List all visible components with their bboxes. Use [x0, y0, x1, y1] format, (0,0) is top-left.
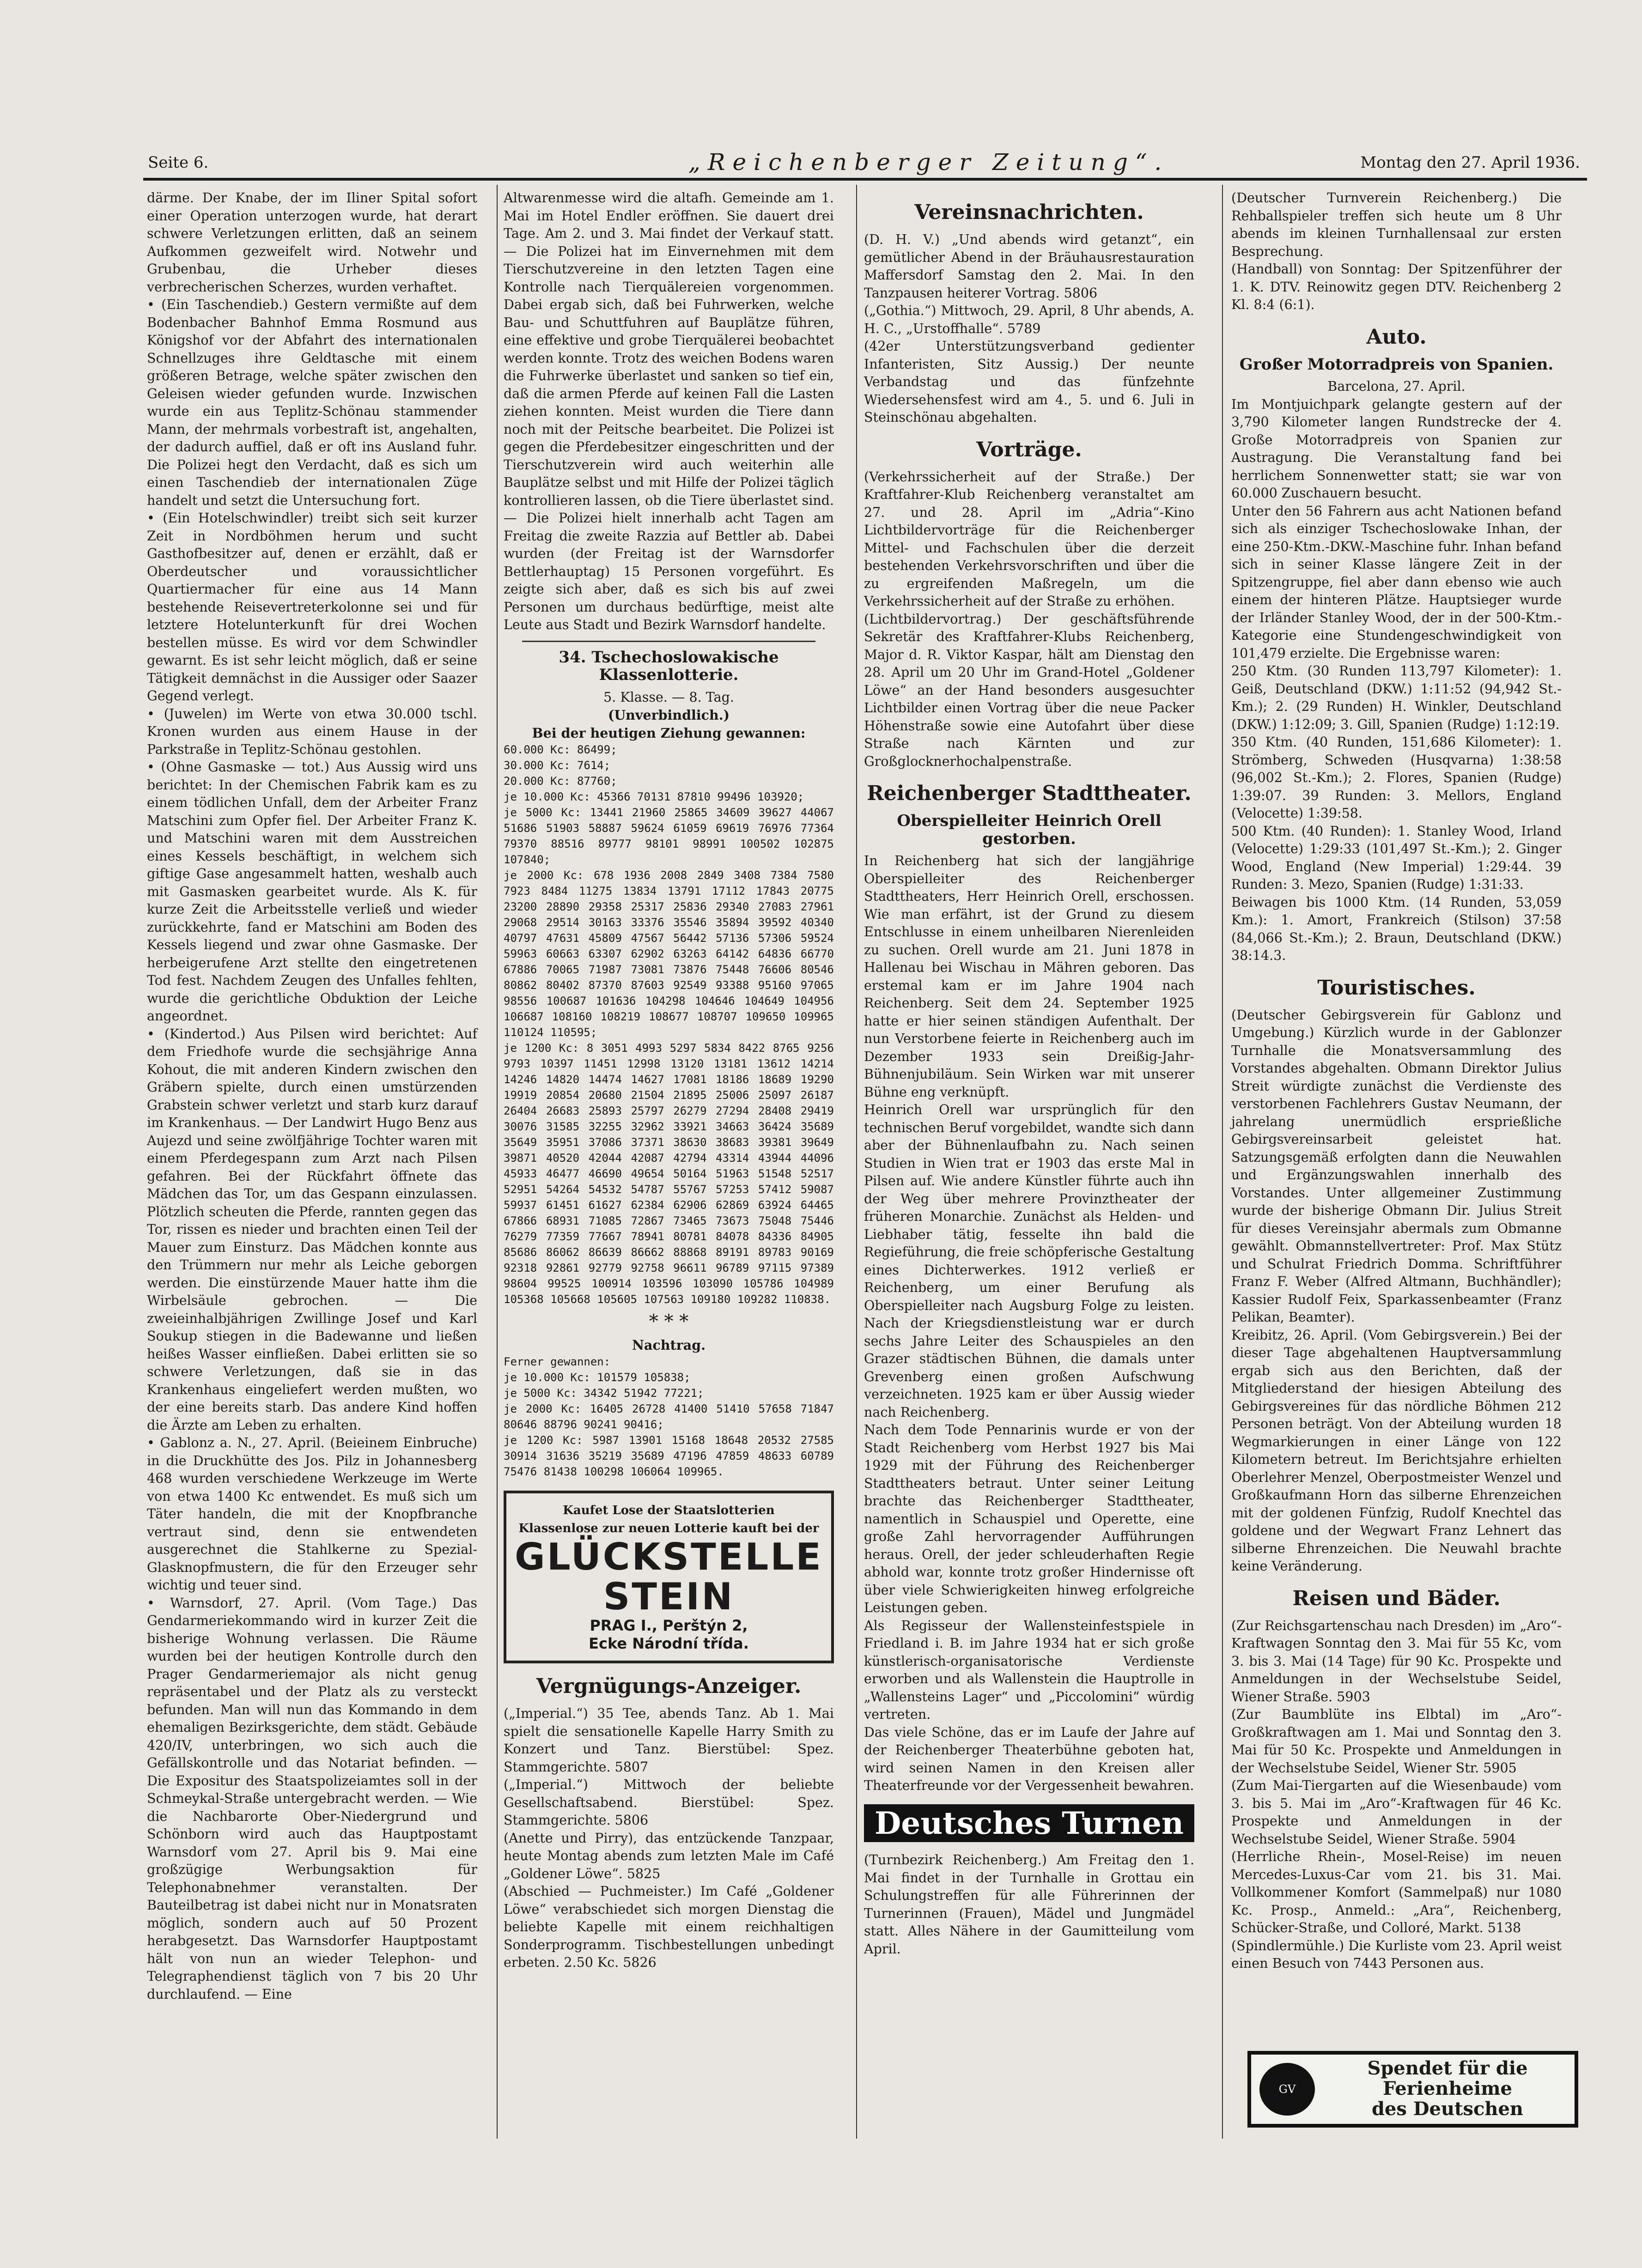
page-header	[148, 149, 1580, 181]
article-paragraph: (42er Unterstützungsverband gedienter Infanteristen, Sitz Aussig.) Der neunte Verbandstag und das fünfzehnte Wiedersehensfest wird am 4., 5. und 6. Juli in Steinschönau abgehalten.	[864, 339, 1194, 425]
ad-text	[1325, 2058, 1570, 2119]
lottery-line: je 10.000 Kc: 45366 70131 87810 99496 103920;	[504, 790, 804, 803]
column-3	[864, 189, 1194, 1958]
section-title: Vorträge.	[976, 437, 1082, 461]
article-paragraph: • (Ohne Gasmaske — tot.) Aus Aussig wird uns berichtet: In der Chemischen Fabrik kam es zu einem tödlichen Unfall, dem der Arbeiter Franz Matschini zum Opfer fiel. Der Arbeiter Franz K. und Matschini waren mit dem Ausstreichen eines Kessels beschäftigt, in welchem sich giftige Gase angesammelt hatten, weshalb auch mit Gasmasken gearbeitet wurde. Als K. für kurze Zeit die Arbeitsstelle verließ und wieder zurückkehrte, fand er Matschini am Boden des Kessels liegend und zwar ohne Gasmaske. Der herbeigerufene Arzt stellte den eingetretenen Tod fest. Nachdem Zeugen des Unfalles fehlten, wurde die gerichtliche Obduktion der Leiche angeordnet.	[147, 759, 477, 1024]
section-title: Vereinsnachrichten.	[914, 200, 1144, 224]
nachtrag-title: Nachtrag.	[632, 1337, 706, 1353]
article-paragraph: • (Kindertod.) Aus Pilsen wird berichtet: Auf dem Friedhofe wurde die sechsjährige Anna Kohout, die mit anderen Kindern zwischen den Gräbern spielte, durch einen umstürzenden Grabstein schwer verletzt und starb kurz darauf im Krankenhaus. — Der Landwirt Hugo Benz aus Aujezd und seine zwölfjährige Tochter waren mit einem Pferdegespann zum Arzt nach Pilsen gefahren. Bei der Rückfahrt öffnete das Mädchen das Tor, um das Gespann einzulassen. Plötzlich scheuten die Pferde, rannten gegen das Tor, rissen es nieder und brachten einen Teil der Mauer zum Einsturz. Das Mädchen konnte aus den Trümmern nur mehr als Leiche geborgen werden. Die einstürzende Mauer hatte ihm die Wirbelsäule gebrochen. — Die zweieinhalbjährigen Zwillinge Josef und Karl Soukup stiegen in die Badewanne und ließen heißes Wasser einfließen. Dabei erlitten sie so schwere Verletzungen, daß sie in das Krankenhaus eingeliefert werden mußten, wo der eine bereits starb. Das andere Kind hoffen die Ärzte am Leben zu erhalten.	[147, 1026, 477, 1433]
ad-line: Spendet für die	[1367, 2057, 1528, 2079]
article-headline: Großer Motorradpreis von Spanien.	[1239, 355, 1554, 374]
article-paragraph: (Lichtbildervortrag.) Der geschäftsführende Sekretär des Kraftfahrer-Klubs Reichenberg, Major d. R. Viktor Kaspar, hält am Dienstag den 28. April um 20 Uhr im Grand-Hotel „Goldener Löwe“ an der Hand besonders ausgesuchter Lichtbilder einen Vortrag über die neue Packer Höhenstraße sowie eine Autofahrt über diese Straße nach Kärnten und zur Großglocknerhochalpenstraße.	[864, 611, 1194, 769]
ferienheime-ad	[1247, 2051, 1578, 2128]
section-title: Touristisches.	[1317, 976, 1476, 1000]
column-divider	[856, 185, 857, 2139]
article-paragraph: (Turnbezirk Reichenberg.) Am Freitag den 1. Mai findet in der Turnhalle in Grottau ein Schulungstreffen für alle Führerinnen der Turnerinnen (Frauen), Mädel und Jungmädel statt. Alles Nähere in der Gaumitteilung vom April.	[864, 1852, 1194, 1957]
ad-address: PRAG I., Perštýn 2,	[590, 1617, 748, 1634]
article-paragraph: („Imperial.“) 35 Tee, abends Tanz. Ab 1. Mai spielt die sensationelle Kapelle Harry Smith zu Konzert und Tanz. Bierstübel: Spez. Stammgerichte. 5807	[504, 1706, 834, 1775]
article-paragraph: (Zur Baumblüte ins Elbtal) im „Aro“-Großkraftwagen am 1. Mai und Sonntag den 3. Mai für 50 Kc. Prospekte und Anmeldungen in der Wechselstube Seidel, Wiener Str. 5905	[1231, 1707, 1562, 1776]
nachtrag-results	[504, 1354, 834, 1480]
section-title: Reichenberger Stadttheater.	[867, 782, 1192, 805]
article-paragraph: (Anette und Pirry), das entzückende Tanzpaar, heute Montag abends zum letzten Male im Café „Goldener Löwe“. 5825	[504, 1830, 834, 1881]
article-paragraph: („Gothia.“) Mittwoch, 29. April, 8 Uhr abends, A. H. C., „Urstoffhalle“. 5789	[864, 303, 1194, 336]
ad-line: Kaufet Lose der Staatslotterien	[563, 1504, 775, 1517]
ad-line: Klassenlose zur neuen Lotterie kauft bei der	[518, 1521, 819, 1535]
article-paragraph: (Verkehrssicherheit auf der Straße.) Der Kraftfahrer-Klub Reichenberg veranstaltet am 27. und 28. April im „Adria“-Kino Lichtbildervorträge für die Reichenberger Mittel- und Fachschulen über die derzeit bestehenden Verkehrsvorschriften und über die zu ergreifenden Maßregeln, um die Verkehrssicherheit auf der Straße zu erhöhen.	[864, 469, 1194, 609]
article-paragraph: Im Montjuichpark gelangte gestern auf der 3,790 Kilometer langen Rundstrecke der 4. Große Motorradpreis von Spanien zur Austragung. Die Veranstaltung fand bei herrlichem Sonnenwetter statt; sie war von 60.000 Zuschauern besucht.	[1231, 396, 1562, 501]
lottery-line: je 5000 Kc: 13441 21960 25865 34609 39627 44067 51686 51903 58887 59624 61059 69619 76976 77364 79370 88516 89777 98101 98991 100502 102875 107840;	[504, 806, 834, 866]
article-paragraph: 350 Ktm. (40 Runden, 151,686 Kilometer): 1. Strömberg, Schweden (Husqvarna) 1:38:58 (96,002 St.-Km.); 2. Flores, Spanien (Rudge) 1:39:07. 39 Runden: 3. Mellors, England (Velocette) 1:39:58.	[1231, 734, 1562, 821]
article-paragraph: • (Ein Hotelschwindler) treibt sich seit kurzer Zeit in Nordböhmen herum und sucht Gasthofbesitzer auf, denen er erzählt, daß er Oberdeutscher und voraussichtlicher Quartiermacher für eine aus 14 Mann bestehende Reisevertreterkolonne sei und für letztere Hotelunterkunft für drei Wochen bestellen müsse. Es wird vor dem Schwindler gewarnt. Es ist sehr leicht möglich, daß er seine Tätigkeit demnächst in die Aussiger oder Saazer Gegend verlegt.	[147, 510, 477, 703]
page-number: Seite 6.	[148, 153, 209, 172]
article-paragraph: In Reichenberg hat sich der langjährige Oberspielleiter des Reichenberger Stadttheaters, Herr Heinrich Orell, erschossen. Wie man erfährt, ist der Grund zu diesem Entschlusse in einem unheilbaren Nierenleiden zu suchen. Orell wurde am 21. Juni 1878 in Hallenau bei Wischau in Mähren geboren. Das erstemal kam er im Jahre 1904 nach Reichenberg. Seit dem 24. September 1925 hatte er hier seinen ständigen Aufenthalt. Der nun Verstorbene feierte in Reichenberg auch im Dezember 1933 sein Dreißig-Jahr-Bühnenjubiläum. Sein Wirken war mit unserer Bühne eng verknüpft.	[864, 853, 1194, 1100]
gebirgsverein-logo-icon: GV	[1259, 2063, 1315, 2116]
column-1	[147, 189, 477, 2003]
lottery-line: 30.000 Kc: 7614;	[504, 759, 611, 772]
column-2	[504, 189, 834, 1972]
column-divider	[1222, 185, 1223, 2139]
section-title: Reisen und Bäder.	[1292, 1586, 1501, 1610]
article-paragraph: Altwarenmesse wird die altafh. Gemeinde am 1. Mai im Hotel Endler eröffnen. Sie dauert drei Tage. Am 2. und 3. Mai findet der Verkauf statt. — Die Polizei hat im Einvernehmen mit dem Tierschutzvereine in den letzten Tagen eine Kontrolle nach Tierquälereien vorgenommen. Dabei ergab sich, daß bei Fuhrwerken, welche Bau- und Schuttfuhren auf Bauplätze führen, eine effektive und grobe Tierquälerei beobachtet werden konnte. Trotz des weichen Bodens waren die Fuhrwerke überlastet und sanken so tief ein, daß die armen Pferde auf keinen Fall die Lasten ziehen konnten. Meist wurden die Tiere dann noch mit der Peitsche bearbeitet. Die Polizei ist gegen die Pferdebesitzer eingeschritten und der Tierschutzverein wird auch weiterhin alle Bauplätze selbst und mit Hilfe der Polizei täglich kontrollieren lassen, ob die Tiere überlastet sind. — Die Polizei hielt innerhalb acht Tagen am Freitag die zweite Razzia auf Bettler ab. Dabei wurden (der Freitag ist der Warnsdorfer Bettlerhauptag) 15 Personen vorgeführt. Es zeigte sich aber, daß es sich bis auf zwei Personen um durchaus bedürftige, meist alte Leute aus Stadt und Bezirk Warnsdorf handelte.	[504, 190, 834, 632]
separator-stars: * * *	[649, 1311, 689, 1332]
ad-headline: GLÜCKSTELLE	[515, 1535, 823, 1578]
stein-lottery-ad	[504, 1491, 834, 1663]
article-paragraph: (Deutscher Turnverein Reichenberg.) Die Rehballspieler treffen sich heute um 8 Uhr abends im kleinen Turnhallensaal zur ersten Besprechung.	[1231, 190, 1562, 259]
article-paragraph: (Zur Reichsgartenschau nach Dresden) im „Aro“-Kraftwagen Sonntag den 3. Mai für 55 Kc, vom 3. bis 3. Mai (14 Tage) für 90 Kc. Prospekte und Anmeldungen in der Wechselstube Seidel, Wiener Straße. 5903	[1231, 1618, 1562, 1704]
lottery-intro: Bei der heutigen Ziehung gewannen:	[532, 725, 806, 741]
article-paragraph: Kreibitz, 26. April. (Vom Gebirgsverein.) Bei der dieser Tage abgehaltenen Hauptversammlung ergab sich aus den Berichten, daß der Mitgliederstand der hiesigen Abteilung des Gebirgsvereines für das nördliche Böhmen 212 Personen beträgt. Von der Abteilung wurden 18 Wegmarkierungen in einer Länge von 122 Kilometern betreut. Im Berichtsjahre erhielten Oberlehrer Menzel, Oberpostmeister Wenzel und Großkaufmann Horn das silberne Ehrenzeichen mit der goldenen Fünfzig, Rudolf Knechtel das goldene und der Wegwart Franz Lehnert das silberne Ehrenzeichen. Die Neuwahl brachte keine Veränderung.	[1231, 1327, 1562, 1574]
header-rule	[143, 178, 1587, 181]
article-paragraph: Unter den 56 Fahrern aus acht Nationen befand sich als einziger Tschechoslowake Inhan, der eine 250-Ktm.-DKW.-Maschine fuhr. Inhan befand sich in seiner Klasse längere Zeit in der Spitzengruppe, fiel aber dann ebenso wie auch einem der hinteren Plätze. Hauptsieger wurde der Irländer Stanley Wood, der in der 500-Ktm.-Kategorie eine Stundengeschwindigkeit von 101,479 erzielte. Die Ergebnisse waren:	[1231, 503, 1562, 661]
lottery-line: 20.000 Kc: 87760;	[504, 775, 617, 788]
article-paragraph: • Warnsdorf, 27. April. (Vom Tage.) Das Gendarmeriekommando wird in kurzer Zeit die bisherige Wohnung verlassen. Die Räume wurden bei der heutigen Kontrolle durch den Prager Gendarmeriemajor als nicht genug repräsentabel und der Platz als zu versteckt befunden. Man will nun das Kommando in dem ehemaligen Bezirksgerichte, dem städt. Gebäude 420/IV, unterbringen, wo sich auch die Gefällskontrolle und das Notariat befinden. — Die Expositur des Staatspolizeiamtes soll in der Schmeykal-Straße untergebracht werden. — Wie die Nachbarorte Ober-Niedergrund und Schönborn wird auch das Hauptpostamt Warnsdorf vom 27. April bis 9. Mai eine großzügige Werbungsaktion für Telephonabnehmer veranstalten. Der Bauteilbetrag ist dabei nicht nur in Monatsraten möglich, sondern auch auf 50 Prozent herabgesetzt. Das Warnsdorfer Hauptpostamt hält von nun an wieder Telephon- und Telegraphendienst täglich von 7 bis 20 Uhr durchlaufend. — Eine	[147, 1595, 477, 2002]
article-paragraph: (Spindlermühle.) Die Kurliste vom 23. April weist einen Besuch von 7443 Personen aus.	[1231, 1938, 1562, 1971]
article-paragraph: (D. H. V.) „Und abends wird getanzt“, ein gemütlicher Abend in der Bräuhausrestauration Maffersdorf Samstag den 2. Mai. In den Tanzpausen heiterer Vortrag. 5806	[864, 232, 1194, 301]
article-headline: Oberspielleiter Heinrich Orell gestorben.	[897, 812, 1162, 848]
article-paragraph: (Herrliche Rhein-, Mosel-Reise) im neuen Mercedes-Luxus-Car vom 21. bis 31. Mai. Vollkommener Komfort (Sammelpaß) nur 1080 Kc. Prosp., Anmeld.: „Ara“, Reichenberg, Schücker-Straße, und Colloré, Markt. 5138	[1231, 1849, 1562, 1935]
article-paragraph: 500 Ktm. (40 Runden): 1. Stanley Wood, Irland (Velocette) 1:29:33 (101,497 St.-Km.); 2. Ginger Wood, England (New Imperial) 1:29:44. 39 Runden: 3. Mezo, Spanien (Rudge) 1:31:33.	[1231, 823, 1562, 892]
column-4	[1231, 189, 1562, 1973]
ad-address: Ecke Národní třída.	[589, 1634, 749, 1652]
column-divider	[497, 185, 498, 2139]
issue-date: Montag den 27. April 1936.	[1360, 153, 1580, 172]
lottery-line: je 1200 Kc: 8 3051 4993 5297 5834 8422 8765 9256 9793 10397 11451 12998 13120 13181 13612 14214 14246 14820 14474 14627 17081 18186 18689 19290 19919 20854 20680 21504 21895 25006 25097 26187 26404 26683 25893 25797 26279 27294 28408 29419 30076 31585 32255 32962 33921 34663 36424 35689 35649 35951 37086 37371 38630 38683 39381 39649 39871 40520 42044 42087 42794 43314 43944 44096 45933 46477 46690 49654 50164 51963 51548 52517 52951 54264 54532 54787 55767 57253 57412 59087 59937 61451 61627 62384 62906 62869 63924 64465 67866 68931 71085 72867 73465 73673 75048 75446 76279 77359 77667 78941 80781 84078 84336 84905 85686 86062 86639 86662 88868 89191 89783 90169 92318 92861 92779 92758 96611 96789 97115 97389 98604 99525 100914 103596 103090 105786 104989 105368 105668 105605 107563 109180 109282 110838.	[504, 1042, 834, 1306]
lottery-line: je 2000 Kc: 678 1936 2008 2849 3408 7384 7580 7923 8484 11275 13834 13791 17112 17843 20775 23200 28890 29358 25317 25836 29340 27083 27961 29068 29514 30163 33376 35546 35894 39592 40340 40797 47631 45809 47567 56442 57136 57306 59524 59963 60663 63307 62902 63263 64142 64836 66770 67886 70065 71987 73081 73876 75448 76606 80546 80862 80402 87370 87603 92549 93388 95160 97065 98556 100687 101636 104298 104646 104649 104956 106687 108160 108219 108677 108707 109650 109965 110124 110595;	[504, 869, 834, 1039]
article-paragraph: („Imperial.“) Mittwoch der beliebte Gesellschaftsabend. Bierstübel: Spez. Stammgerichte. 5806	[504, 1777, 834, 1828]
lottery-line: Ferner gewannen:	[504, 1355, 611, 1368]
article-paragraph: • Gablonz a. N., 27. April. (Beieinem Einbruche) in die Druckhütte des Jos. Pilz in Johannesberg 468 wurden verschiedene Werkzeuge im Werte von etwa 1400 Kc entwendet. Es muß sich um Täter handeln, die mit der Knopfbranche vertraut sind, denn sie entwendeten ausgerechnet die Stahlkerne zu Spezial-Glasknopfmustern, die für den Erzeuger sehr wichtig und teuer sind.	[147, 1435, 477, 1593]
article-paragraph: • (Ein Taschendieb.) Gestern vermißte auf dem Bodenbacher Bahnhof Emma Rosmund aus Königshof vor der Abfahrt des internationalen Schnellzuges ihre Geldtasche mit einem größeren Betrage, welche später zwischen den Geleisen wieder gefunden wurde. Inzwischen wurde ein aus Teplitz-Schönau stammender Mann, der mehrmals vorbestraft ist, angehalten, der dadurch auffiel, daß er oft ins Ausland fuhr. Die Polizei hegt den Verdacht, daß es sich um einen Taschendieb der internationalen Züge handelt und setzt die Untersuchung fort.	[147, 297, 477, 508]
lottery-line: je 2000 Kc: 16405 26728 41400 51410 57658 71847 80646 88796 90241 90416;	[504, 1402, 834, 1431]
article-paragraph: Das viele Schöne, das er im Laufe der Jahre auf der Reichenberger Theaterbühne geboten hat, wird seinen Namen in den Kreisen aller Theaterfreunde vor der Vergessenheit bewahren.	[864, 1724, 1194, 1793]
lottery-results	[504, 742, 834, 1307]
newspaper-title: „Reichenberger Zeitung“.	[688, 149, 1169, 176]
ad-line: des Deutschen	[1371, 2098, 1524, 2120]
article-paragraph: (Handball) von Sonntag: Der Spitzenführer der 1. K. DTV. Reinowitz gegen DTV. Reichenberg 2 Kl. 8:4 (6:1).	[1231, 261, 1562, 312]
article-paragraph: Heinrich Orell war ursprünglich für den technischen Beruf vorgebildet, wandte sich dann aber der Bühnenlaufbahn zu. Nach seinen Studien in Wien trat er 1903 das erste Mal in Pilsen auf. Wie andere Künstler führte auch ihn der Weg über mehrere Provinztheater der früheren Monarchie. Zunächst als Helden- und Liebhaber tätig, fesselte ihn bald die Regieführung, die freie schöpferische Gestaltung eines Dichterwerkes. 1912 verließ er Reichenberg, um einer Berufung als Oberspielleiter nach Augsburg Folge zu leisten. Nach der Kriegsdienstleistung war er durch sechs Jahre Leiter des Schauspieles an den Grazer städtischen Bühnen, die damals unter Grevenberg einen großen Aufschwung verzeichneten. 1925 kam er über Aussig wieder nach Reichenberg.	[864, 1102, 1194, 1420]
dateline: Barcelona, 27. April.	[1327, 379, 1466, 394]
lottery-note: (Unverbindlich.)	[608, 707, 730, 723]
article-paragraph: Nach dem Tode Pennarinis wurde er von der Stadt Reichenberg vom Herbst 1927 bis Mai 1929 mit der Führung des Reichenberger Stadttheaters betraut. Unter seiner Leitung brachte das Reichenberger Stadttheater, namentlich in Schauspiel und Operette, eine große Zahl hervorragender Aufführungen heraus. Orell, der jeder schleuderhaften Regie abhold war, konnte trotz großer Hindernisse oft über viele Schwierigkeiten hinweg erfolgreiche Leistungen geben.	[864, 1422, 1194, 1615]
article-paragraph: (Zum Mai-Tiergarten auf die Wiesenbaude) vom 3. bis 5. Mai im „Aro“-Kraftwagen für 46 Kc. Prospekte und Anmeldungen in der Wechselstube Seidel, Wiener Straße. 5904	[1231, 1778, 1562, 1847]
article-paragraph: Als Regisseur der Wallensteinfestspiele in Friedland i. B. im Jahre 1934 hat er sich große künstlerisch-organisatorische Verdienste erworben und als Wallenstein die Hauptrolle in „Wallensteins Lager“ und „Piccolomini“ würdig vertreten.	[864, 1618, 1194, 1722]
turnen-banner: Deutsches Turnen	[864, 1804, 1194, 1843]
section-rule	[522, 641, 815, 642]
lottery-line: je 5000 Kc: 34342 51942 77221;	[504, 1387, 704, 1400]
lottery-line: je 1200 Kc: 5987 13901 15168 18648 20532 27585 30914 31636 35219 35689 47196 47859 48633 60789 75476 81438 100298 106064 109965.	[504, 1434, 834, 1478]
ad-line: Ferienheime	[1383, 2078, 1512, 2099]
article-paragraph: 250 Ktm. (30 Runden 113,797 Kilometer): 1. Geiß, Deutschland (DKW.) 1:11:52 (94,942 St.-Km.); 2. (29 Runden) H. Winkler, Deutschland (DKW.) 1:12:09; 3. Gill, Spanien (Rudge) 1:12:19.	[1231, 663, 1562, 732]
article-paragraph: (Abschied — Puchmeister.) Im Café „Goldener Löwe“ verabschiedet sich morgen Dienstag die beliebte Kapelle mit einem reichhaltigen Sonderprogramm. Tischbestellungen unbedingt erbeten. 2.50 Kc. 5826	[504, 1884, 834, 1970]
section-title: Vergnügungs-Anzeiger.	[536, 1674, 802, 1698]
article-paragraph: därme. Der Knabe, der im Iliner Spital sofort einer Operation unterzogen wurde, hat derart schwere Verletzungen erlitten, daß an seinem Aufkommen gezweifelt wird. Notwehr und Grubenbau, die Urheber dieses verbrecherischen Scherzes, wurden verhaftet.	[147, 190, 477, 295]
lottery-title: 34. Tschechoslowakische Klassenlotterie.	[559, 648, 779, 684]
lottery-line: je 10.000 Kc: 101579 105838;	[504, 1371, 691, 1384]
ad-headline: STEIN	[603, 1575, 735, 1618]
article-paragraph: (Deutscher Gebirgsverein für Gablonz und Umgebung.) Kürzlich wurde in der Gablonzer Turnhalle die Monatsversammlung des Vorstandes abgehalten. Obmann Direktor Julius Streit würdigte zunächst die Verdienste des verstorbenen Fachlehrers Gustav Neumann, der jahrelang unermüdlich ersprießliche Gebirgsvereinsarbeit geleistet hat. Satzungsgemäß erfolgten dann die Neuwahlen und Ergänzungswahlen innerhalb des Vorstandes. Unter allgemeiner Zustimmung wurde der bisherige Obmann Dir. Julius Streit für dieses Vereinsjahr abermals zum Obmanne gewählt. Obmannstellvertreter: Prof. Max Stütz und Schulrat Friedrich Domma. Schriftführer Franz F. Weber (Alfred Altmann, Buchhändler); Kassier Rudolf Feix, Sparkassenbeamter (Franz Pelikan, Beamter).	[1231, 1007, 1562, 1325]
article-paragraph: • (Juwelen) im Werte von etwa 30.000 tschl. Kronen wurden aus einem Hause in der Parkstraße in Teplitz-Schönau gestohlen.	[147, 706, 477, 757]
article-paragraph: Beiwagen bis 1000 Ktm. (14 Runden, 53,059 Km.): 1. Amort, Frankreich (Stilson) 37:58 (84,066 St.-Km.); 2. Braun, Deutschland (DKW.) 38:14.3.	[1231, 894, 1562, 963]
lottery-line: 60.000 Kc: 86499;	[504, 743, 617, 756]
lottery-class: 5. Klasse. — 8. Tag.	[603, 689, 734, 705]
section-title: Auto.	[1366, 325, 1427, 349]
